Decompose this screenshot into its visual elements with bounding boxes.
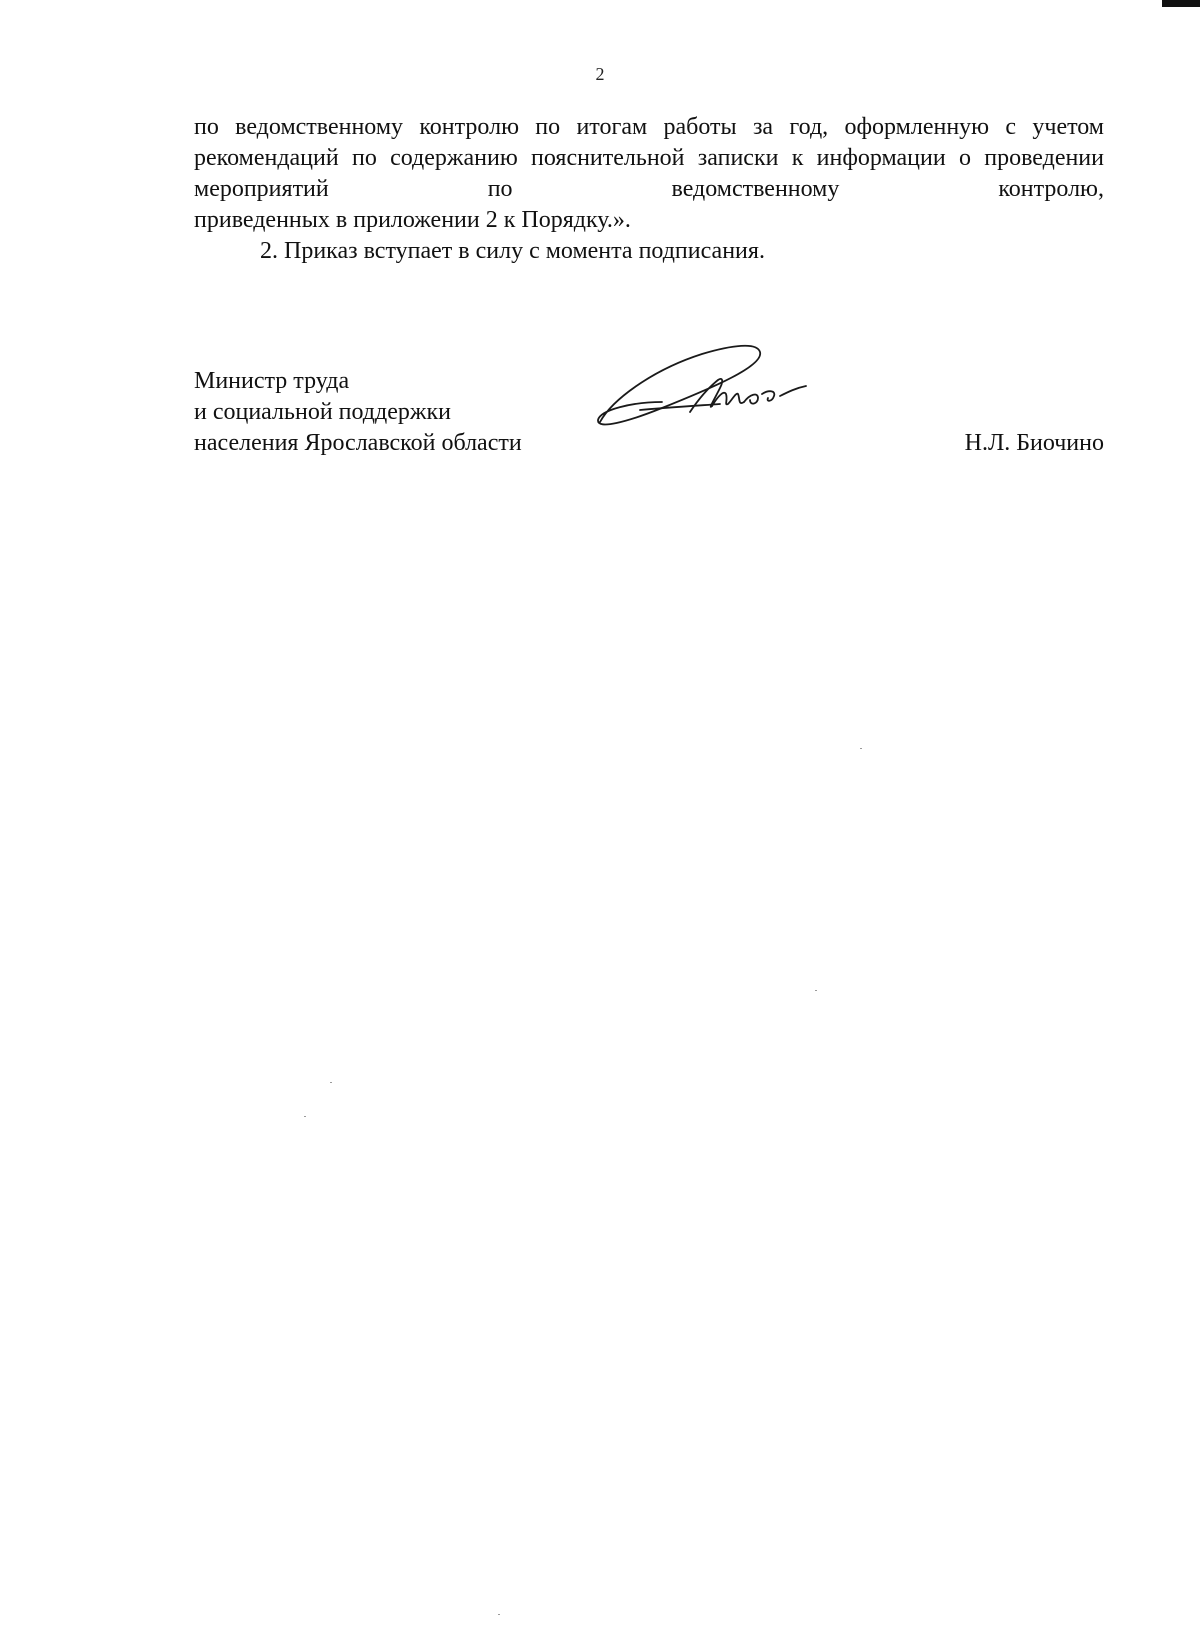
scan-speck [860, 748, 862, 749]
signer-position [194, 366, 522, 459]
handwritten-signature-icon [592, 330, 862, 470]
signer-name: Н.Л. Биочино [964, 430, 1104, 456]
page-number: 2 [595, 64, 605, 84]
scan-speck [815, 990, 817, 991]
scan-speck [304, 1116, 306, 1117]
paragraph-item-2: 2. Приказ вступает в силу с момента подписания. [260, 238, 765, 264]
scan-corner-mark [1162, 0, 1200, 7]
signer-position-line: Министр труда [194, 368, 350, 394]
document-body [194, 112, 1104, 267]
scan-speck [330, 1082, 332, 1083]
paragraph-continuation: по ведомственному контролю по итогам работы за год, оформленную с учетом рекомендаций по содержанию пояснительной записки к информации о проведении мероприятий по ведомственному контролю, [194, 114, 1104, 202]
scan-speck [498, 1614, 500, 1615]
signer-position-line: населения Ярославской области [194, 430, 522, 456]
signer-position-line: и социальной поддержки [194, 399, 451, 425]
paragraph-continuation-end: приведенных в приложении 2 к Порядку.». [194, 207, 631, 233]
